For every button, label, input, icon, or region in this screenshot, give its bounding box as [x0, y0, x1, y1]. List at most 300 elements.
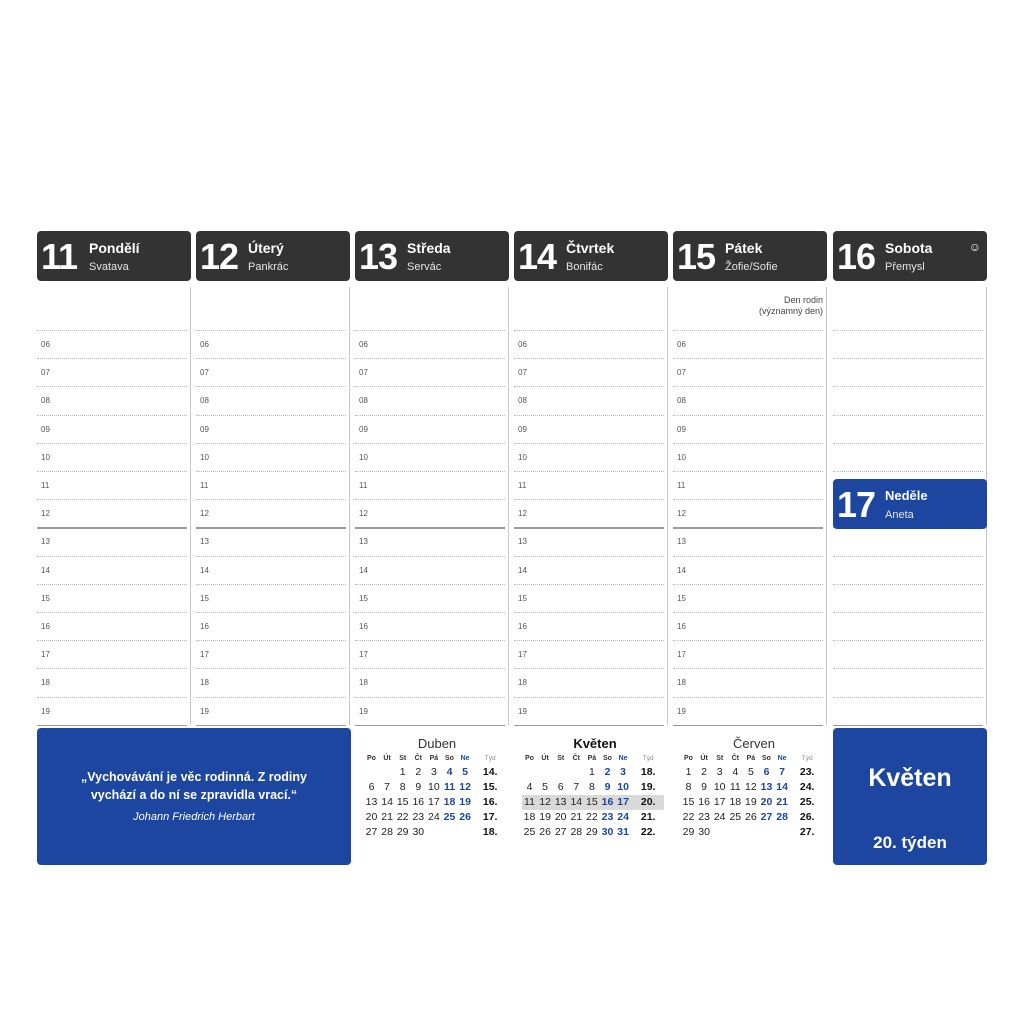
hour-label: 18: [359, 678, 368, 688]
line-rule: [673, 640, 823, 641]
hour-label: 08: [359, 396, 368, 406]
calendar-day: 29: [396, 826, 409, 838]
line-rule: [673, 386, 823, 387]
calendar-day: 24: [713, 811, 726, 823]
sunday-nameday: Aneta: [885, 509, 914, 521]
calendar-day: 20: [554, 811, 567, 823]
hour-label: 19: [200, 706, 209, 716]
line-rule: [37, 358, 187, 359]
week-number: 20. týden: [873, 833, 947, 852]
hour-label: 12: [359, 509, 368, 519]
calendar-day: 5: [747, 766, 754, 778]
weekday-head: Ne: [460, 755, 470, 762]
day-grid[interactable]: [355, 231, 509, 716]
weekday-head: St: [399, 755, 407, 762]
hour-label: 06: [518, 340, 527, 349]
line-rule: [355, 640, 505, 641]
weekday-head: So: [762, 755, 771, 762]
line-rule: [673, 612, 823, 613]
calendar-day: 6: [368, 781, 375, 793]
line-rule: [196, 499, 346, 500]
line-rule: [196, 668, 346, 669]
line-rule: [37, 527, 187, 529]
hour-label: 09: [41, 424, 50, 434]
weekday-head: Ne: [618, 755, 628, 762]
line-rule: [833, 415, 983, 416]
mini-calendar: [520, 735, 670, 840]
calendar-day: 3: [620, 766, 627, 778]
hour-label: 13: [677, 537, 686, 547]
hour-label: 11: [41, 481, 50, 490]
line-rule: [833, 386, 983, 387]
calendar-day: 8: [685, 781, 692, 793]
weekday-head: St: [557, 755, 565, 762]
calendar-day: 27: [554, 826, 567, 838]
line-rule: [37, 330, 187, 331]
calendar-day: 14: [776, 781, 788, 793]
column-divider: [826, 287, 827, 725]
day-nameday: Přemysl: [885, 261, 925, 273]
week-head: Týd: [642, 755, 654, 762]
quote-author: Johann Friedrich Herbart: [133, 811, 255, 823]
line-rule: [673, 668, 823, 669]
hour-label: 17: [677, 650, 686, 660]
calendar-day: 15: [586, 796, 598, 808]
hour-label: 17: [41, 650, 50, 660]
line-rule: [833, 697, 983, 698]
sunday-name: Neděle: [885, 488, 928, 503]
hour-label: 11: [677, 481, 686, 490]
line-rule: [673, 527, 823, 529]
hour-label: 16: [200, 622, 209, 631]
hour-label: 12: [200, 509, 209, 519]
calendar-day: 7: [573, 781, 580, 793]
line-rule: [514, 527, 664, 529]
weekday-header-row: [679, 753, 829, 765]
line-rule: [37, 640, 187, 641]
calendar-day: 9: [701, 781, 708, 793]
hour-label: 09: [359, 424, 368, 434]
week-head: Týd: [801, 755, 813, 762]
week-number-cell: 25.: [799, 796, 815, 808]
line-rule: [355, 499, 505, 500]
day-date: 16: [837, 236, 876, 277]
line-rule: [355, 584, 505, 585]
calendar-day: 21: [381, 811, 393, 823]
line-rule: [196, 612, 346, 613]
line-rule: [514, 725, 664, 726]
day-nameday: Servác: [407, 261, 442, 273]
calendar-day: 6: [763, 766, 770, 778]
calendar-day: 25: [443, 811, 456, 823]
hour-label: 17: [200, 650, 209, 660]
calendar-day: 3: [716, 766, 723, 778]
weekday-head: Po: [525, 755, 534, 762]
week-number-cell: 26.: [799, 811, 815, 823]
hour-label: 13: [41, 537, 50, 547]
week-number-cell: 24.: [799, 781, 815, 793]
day-nameday: Pankrác: [248, 261, 289, 273]
hour-label: 18: [677, 678, 686, 688]
calendar-week-row: [679, 810, 829, 825]
line-rule: [833, 725, 983, 726]
hour-label: 12: [518, 509, 527, 519]
weekday-head: So: [445, 755, 454, 762]
calendar-day: 23: [412, 811, 425, 823]
calendar-day: 13: [554, 796, 567, 808]
calendar-day: 21: [570, 811, 583, 823]
day-date: 14: [518, 236, 557, 277]
calendar-day: 28: [776, 811, 788, 823]
line-rule: [37, 668, 187, 669]
line-rule: [833, 668, 983, 669]
calendar-day: 23: [698, 811, 710, 823]
line-rule: [196, 443, 346, 444]
line-rule: [673, 330, 823, 331]
day-name: Čtvrtek: [566, 240, 615, 256]
hour-label: 06: [359, 340, 368, 349]
hour-label: 09: [518, 424, 527, 434]
calendar-day: 1: [685, 766, 692, 778]
hour-label: 08: [518, 396, 527, 406]
week-number-cell: 20.: [640, 796, 656, 808]
line-rule: [37, 471, 187, 472]
calendar-day: 4: [446, 766, 453, 778]
line-rule: [355, 527, 505, 529]
day-column: [355, 231, 509, 725]
week-head: Týd: [484, 755, 496, 762]
hour-label: 15: [41, 593, 50, 603]
line-rule: [673, 697, 823, 698]
weekday-head: Pá: [587, 755, 597, 762]
line-rule: [37, 386, 187, 387]
hour-label: 08: [41, 396, 50, 406]
calendar-day: 26: [539, 826, 551, 838]
calendar-day: 10: [713, 781, 726, 793]
hour-label: 07: [518, 368, 527, 378]
line-rule: [196, 358, 346, 359]
day-date: 15: [677, 236, 716, 277]
calendar-day: 19: [459, 796, 471, 808]
calendar-day: 24: [617, 811, 629, 823]
mini-calendar-title: Duben: [417, 736, 457, 751]
calendar-day: 21: [776, 796, 788, 808]
day-column: [37, 231, 191, 725]
line-rule: [833, 556, 983, 557]
line-rule: [196, 725, 346, 726]
calendar-day: 24: [428, 811, 440, 823]
day-name: Úterý: [248, 240, 284, 256]
weekday-header-row: [520, 753, 670, 765]
line-rule: [673, 415, 823, 416]
calendar-week-row: [520, 795, 670, 810]
calendar-day: 1: [399, 766, 406, 778]
day-column: [196, 231, 350, 725]
calendar-day: 29: [682, 826, 695, 838]
calendar-day: 16: [601, 796, 614, 808]
calendar-day: 30: [601, 826, 614, 838]
day-date: 13: [359, 236, 398, 277]
calendar-day: 23: [601, 811, 614, 823]
hour-label: 10: [518, 452, 527, 462]
calendar-day: 4: [732, 766, 739, 778]
calendar-week-row: [362, 825, 512, 840]
hour-label: 08: [200, 396, 209, 406]
line-rule: [355, 556, 505, 557]
line-rule: [37, 499, 187, 500]
calendar-week-row: [679, 795, 829, 810]
hour-label: 18: [200, 678, 209, 688]
calendar-day: 25: [523, 826, 536, 838]
day-grid[interactable]: [833, 231, 987, 669]
hour-label: 19: [41, 706, 50, 716]
hour-label: 11: [518, 481, 527, 490]
weekday-head: Čt: [731, 755, 739, 762]
calendar-day: 17: [713, 796, 726, 808]
calendar-day: 12: [745, 781, 757, 793]
calendar-day: 5: [462, 766, 469, 778]
hour-label: 14: [200, 565, 209, 575]
line-rule: [514, 612, 664, 613]
hour-label: 12: [41, 509, 50, 519]
hour-label: 10: [200, 452, 209, 462]
day-name: Pondělí: [89, 240, 140, 256]
calendar-week-row: [679, 825, 829, 840]
week-number-cell: 18.: [640, 766, 656, 778]
week-number-cell: 14.: [482, 766, 498, 778]
line-rule: [37, 612, 187, 613]
weekday-head: Po: [367, 755, 376, 762]
line-rule: [37, 725, 187, 726]
day-column: [833, 231, 987, 725]
calendar-day: 17: [617, 796, 629, 808]
day-date: 12: [200, 236, 239, 277]
calendar-day: 26: [459, 811, 471, 823]
calendar-day: 8: [588, 781, 595, 793]
line-rule: [673, 725, 823, 726]
hour-label: 10: [41, 452, 50, 462]
line-rule: [514, 668, 664, 669]
line-rule: [37, 443, 187, 444]
hour-label: 09: [200, 424, 209, 434]
month-title: Květen: [868, 764, 952, 792]
line-rule: [514, 640, 664, 641]
weekday-header-row: [362, 753, 512, 765]
hour-label: 06: [677, 340, 686, 349]
line-rule: [196, 415, 346, 416]
weekday-head: Pá: [429, 755, 439, 762]
calendar-day: 15: [682, 796, 695, 808]
hour-label: 16: [41, 622, 50, 631]
line-rule: [514, 471, 664, 472]
line-rule: [37, 556, 187, 557]
calendar-day: 9: [415, 781, 422, 793]
line-rule: [196, 556, 346, 557]
line-rule: [37, 415, 187, 416]
line-rule: [514, 556, 664, 557]
calendar-day: 30: [698, 826, 710, 838]
weekday-head: Čt: [414, 755, 422, 762]
hour-label: 17: [359, 650, 368, 660]
line-rule: [673, 556, 823, 557]
calendar-day: 19: [539, 811, 551, 823]
calendar-day: 11: [524, 796, 535, 808]
sunday-date: 17: [837, 484, 876, 525]
line-rule: [355, 386, 505, 387]
hour-label: 12: [677, 509, 686, 519]
quote-box: [37, 728, 351, 865]
calendar-day: 12: [539, 796, 551, 808]
column-divider: [190, 287, 191, 725]
calendar-day: 30: [412, 826, 425, 838]
line-rule: [196, 697, 346, 698]
calendar-week-row: [520, 765, 670, 780]
calendar-day: 17: [428, 796, 440, 808]
hour-label: 18: [518, 678, 527, 688]
calendar-week-row: [520, 825, 670, 840]
line-rule: [833, 612, 983, 613]
holiday-note: Den rodin (významný den): [758, 295, 823, 316]
hour-label: 16: [359, 622, 368, 631]
calendar-day: 16: [412, 796, 425, 808]
hour-label: 09: [677, 424, 686, 434]
day-grid[interactable]: [514, 231, 668, 716]
calendar-day: 22: [586, 811, 598, 823]
day-nameday: Svatava: [89, 261, 129, 273]
calendar-day: 27: [760, 811, 773, 823]
calendar-week-row: [362, 795, 512, 810]
calendar-day: 14: [381, 796, 393, 808]
calendar-day: 6: [557, 781, 564, 793]
calendar-day: 10: [617, 781, 629, 793]
line-rule: [514, 584, 664, 585]
weekday-head: St: [716, 755, 724, 762]
calendar-week-row: [520, 810, 670, 825]
column-divider: [667, 287, 668, 725]
line-rule: [514, 358, 664, 359]
week-number-cell: 16.: [482, 796, 498, 808]
calendar-day: 29: [586, 826, 598, 838]
calendar-day: 7: [384, 781, 391, 793]
line-rule: [673, 358, 823, 359]
calendar-week-row: [362, 810, 512, 825]
calendar-day: 5: [542, 781, 549, 793]
calendar-day: 19: [745, 796, 757, 808]
quote-text: „Vychovávání je věc rodinná. Z rodiny vychází a do ní se zpravidla vrací.“: [81, 770, 307, 802]
calendar-day: 13: [365, 796, 378, 808]
line-rule: [196, 330, 346, 331]
hour-label: 11: [200, 481, 209, 490]
day-column: [514, 231, 668, 725]
hour-label: 08: [677, 396, 686, 406]
week-number-cell: 23.: [799, 766, 815, 778]
week-number-cell: 21.: [640, 811, 656, 823]
line-rule: [355, 668, 505, 669]
day-name: Středa: [407, 240, 451, 256]
hour-label: 11: [359, 481, 368, 490]
week-number-cell: 19.: [640, 781, 656, 793]
calendar-week-row: [362, 765, 512, 780]
calendar-day: 22: [396, 811, 409, 823]
calendar-week-row: [679, 780, 829, 795]
calendar-day: 4: [526, 781, 533, 793]
hour-label: 07: [359, 368, 368, 378]
column-divider: [349, 287, 350, 725]
day-grid[interactable]: [196, 231, 350, 716]
line-rule: [355, 471, 505, 472]
weekday-head: Ne: [777, 755, 787, 762]
weekday-head: Po: [684, 755, 693, 762]
column-divider: [508, 287, 509, 725]
hour-label: 14: [677, 565, 686, 575]
calendar-day: 28: [570, 826, 583, 838]
hour-label: 14: [41, 565, 50, 575]
hour-label: 16: [677, 622, 686, 631]
day-column: [673, 231, 827, 725]
calendar-day: 20: [365, 811, 378, 823]
calendar-week-row: [679, 765, 829, 780]
calendar-day: 9: [604, 781, 611, 793]
line-rule: [514, 415, 664, 416]
hour-label: 14: [359, 565, 368, 575]
line-rule: [196, 640, 346, 641]
line-rule: [833, 640, 983, 641]
line-rule: [37, 697, 187, 698]
hour-label: 19: [518, 706, 527, 716]
sunday-header: [833, 479, 987, 529]
calendar-day: 11: [443, 781, 456, 793]
line-rule: [196, 584, 346, 585]
weekday-head: Čt: [572, 755, 580, 762]
day-grid[interactable]: [37, 231, 191, 716]
calendar-day: 2: [604, 766, 611, 778]
calendar-day: 15: [396, 796, 409, 808]
hour-label: 10: [359, 452, 368, 462]
weekday-head: So: [603, 755, 612, 762]
hour-label: 13: [518, 537, 527, 547]
day-name: Pátek: [725, 240, 763, 256]
week-number-cell: 15.: [482, 781, 498, 793]
hour-label: 18: [41, 678, 50, 688]
line-rule: [833, 471, 983, 472]
day-grid[interactable]: [673, 231, 827, 716]
week-number-cell: 17.: [482, 811, 498, 823]
line-rule: [673, 471, 823, 472]
hour-label: 13: [359, 537, 368, 547]
day-nameday: Žofie/Sofie: [725, 261, 778, 273]
calendar-day: 7: [779, 766, 786, 778]
line-rule: [833, 330, 983, 331]
line-rule: [355, 358, 505, 359]
line-rule: [673, 499, 823, 500]
hour-label: 15: [200, 593, 209, 603]
line-rule: [514, 386, 664, 387]
hour-label: 16: [518, 622, 527, 631]
calendar-week-row: [520, 780, 670, 795]
line-rule: [514, 499, 664, 500]
line-rule: [355, 697, 505, 698]
calendar-week-row: [362, 780, 512, 795]
weekday-head: Út: [383, 755, 391, 762]
line-rule: [514, 697, 664, 698]
month-box: [833, 728, 987, 865]
mini-calendar-title: Červen: [733, 736, 775, 751]
line-rule: [833, 584, 983, 585]
week-number-cell: 27.: [799, 826, 815, 838]
hour-label: 07: [677, 368, 686, 378]
calendar-day: 10: [428, 781, 440, 793]
calendar-day: 11: [729, 781, 741, 793]
